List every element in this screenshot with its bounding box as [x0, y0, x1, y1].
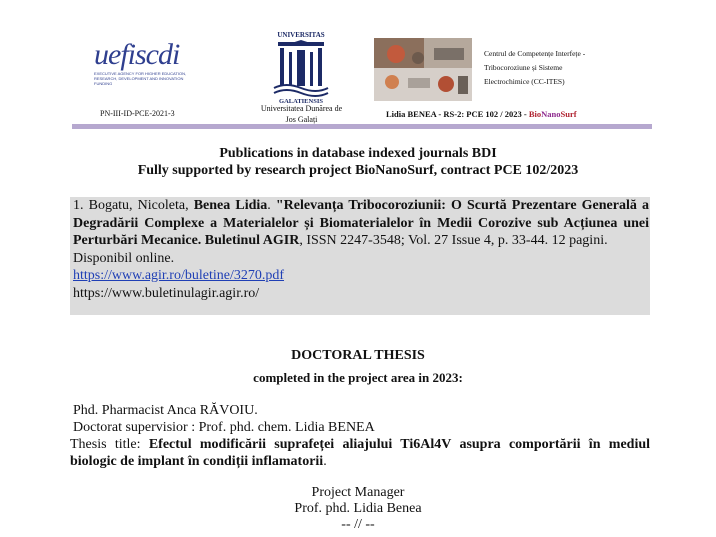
publication-link-pdf[interactable]: https://www.agir.ro/buletine/3270.pdf — [73, 268, 285, 283]
signoff-name: Prof. phd. Lidia Benea — [294, 501, 422, 516]
university-seal-logo — [268, 30, 334, 106]
centre-line-1: Centrul de Competențe Interfețe - — [484, 49, 586, 58]
publication-citation: 1. Bogatu, Nicoleta, Benea Lidia. "Relevanța Tribocoroziunii: O Scurtă Prezentare Generală a Degradării Complexe a Materialelor și Biomaterialelor în Medii Corozive sub Acțiunea unei Perturbări Mecanice. Buletinul AGIR, ISSN 2247-3548; Vol. 27 Issue 4, p. 33-44. 12 pagini. — [73, 198, 649, 248]
project-line-prefix: Lidia BENEA - RS-2: PCE 102 / 2023 - — [386, 109, 529, 119]
seal-bottom-text: GALATIENSIS — [279, 98, 323, 105]
centre-name — [484, 47, 634, 89]
thesis-title-entry: Thesis title: Efectul modificării suprafeței aliajului Ti6Al4V asupra comportării în mediul biologic de implant în condiții inflamatorii. — [70, 437, 651, 469]
uefiscdi-logo-text: uefiscdi — [94, 38, 180, 71]
uefiscdi-logo — [94, 40, 202, 98]
thesis-title-label: Thesis title: — [70, 437, 149, 452]
publication-authors: 1. Bogatu, Nicoleta, — [73, 198, 194, 213]
university-caption-line2: Jos Galați — [285, 115, 318, 124]
publication-entry — [73, 197, 649, 302]
publication-availability: Disponibil online. — [73, 250, 175, 266]
page-title-line1: Publications in database indexed journals BDI — [219, 146, 497, 161]
publication-link-site: https://www.buletinulagir.agir.ro/ — [73, 285, 260, 301]
seal-top-text: UNIVERSITAS — [277, 31, 325, 39]
thesis-heading: DOCTORAL THESIS — [291, 348, 425, 363]
thesis-subheading: completed in the project area in 2023: — [253, 370, 463, 385]
header-divider — [72, 124, 652, 129]
thesis-title-value: Efectul modificării suprafeței aliajului Ti6Al4V asupra comportării în mediul biologic de implant în condiții inflamatorii — [70, 437, 651, 469]
project-code: PN-III-ID-PCE-2021-3 — [100, 109, 175, 118]
signoff-role: Project Manager — [311, 485, 405, 500]
publication-journal: Buletinul AGIR — [204, 233, 300, 248]
thesis-supervisor: Doctorat supervisior : Prof. phd. chem. Lidia BENEA — [73, 420, 375, 435]
centre-line-2: Tribocoroziune și Sisteme — [484, 63, 563, 72]
brand-surf: Surf — [560, 109, 577, 119]
publication-title: "Relevanța Tribocoroziunii: O Scurtă Prezentare Generală a Degradării Complexe a Materialelor și Biomaterialelor în Medii Corozive sub Acțiunea unei Perturbări Mecanice — [73, 198, 649, 248]
brand-nano: Nano — [541, 109, 561, 119]
signoff-end-mark: -- // -- — [341, 517, 375, 532]
brand-bio: Bio — [528, 109, 542, 119]
thesis-candidate: Phd. Pharmacist Anca RĂVOIU. — [73, 403, 258, 418]
page-title-line2: Fully supported by research project BioNanoSurf, contract PCE 102/2023 — [137, 163, 579, 178]
publication-highlight-author: Benea Lidia — [193, 198, 268, 213]
centre-photo — [374, 38, 472, 101]
uefiscdi-tagline: EXECUTIVE AGENCY FOR HIGHER EDUCATION, RESEARCH, DEVELOPMENT AND INNOVATION FUNDING — [94, 71, 187, 86]
university-caption-line1: Universitatea Dunărea de — [260, 104, 343, 113]
centre-line-3: Electrochimice (CC-ITES) — [484, 77, 565, 86]
university-caption — [244, 103, 359, 125]
publication-details: , ISSN 2247-3548; Vol. 27 Issue 4, p. 33-44. 12 pagini. — [299, 233, 608, 248]
project-line — [386, 109, 577, 119]
thesis-details — [70, 402, 650, 470]
